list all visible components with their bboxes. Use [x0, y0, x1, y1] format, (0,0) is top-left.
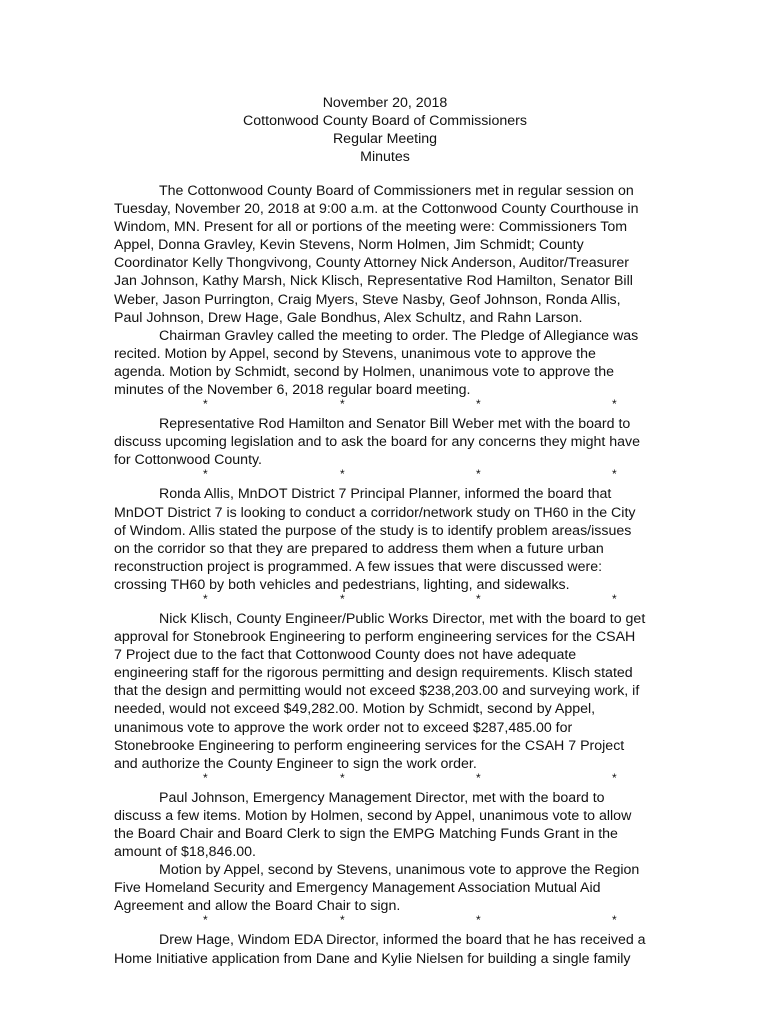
text-line: for Cottonwood County.	[114, 452, 262, 469]
text-line: agenda. Motion by Schmidt, second by Holmen, unanimous vote to approve the	[114, 363, 615, 380]
section-separator	[114, 914, 689, 927]
text-line: Paul Johnson, Emergency Management Director, met with the board to	[159, 789, 605, 806]
text-line: Five Homeland Security and Emergency Management Association Mutual Aid	[114, 880, 601, 897]
text-line: 7 Project due to the fact that Cottonwood County does not have adequate	[114, 647, 577, 664]
text-line: amount of $18,846.00.	[114, 844, 256, 861]
separator-star: *	[340, 591, 345, 606]
text-line: Paul Johnson, Drew Hage, Gale Bondhus, Alex Schultz, and Rahn Larson.	[114, 309, 583, 326]
minutes-header	[0, 94, 770, 166]
text-line: approval for Stonebrook Engineering to perform engineering services for the CSAH	[114, 629, 636, 646]
text-line: MnDOT District 7 is looking to conduct a corridor/network study on TH60 in the City	[114, 504, 636, 521]
separator-star: *	[203, 591, 208, 606]
separator-star: *	[612, 913, 617, 928]
separator-star: *	[203, 467, 208, 482]
separator-star: *	[476, 467, 481, 482]
separator-star: *	[203, 397, 208, 412]
section-separator	[114, 593, 689, 606]
separator-star: *	[476, 913, 481, 928]
text-line: of Windom. Allis stated the purpose of the study is to identify problem areas/issues	[114, 522, 632, 539]
separator-star: *	[340, 913, 345, 928]
text-line: Nick Klisch, County Engineer/Public Works Director, met with the board to get	[159, 610, 646, 627]
paragraph-eda	[114, 931, 689, 967]
separator-star: *	[340, 467, 345, 482]
section-separator	[114, 772, 689, 785]
text-line: Drew Hage, Windom EDA Director, informed the board that he has received a	[159, 932, 646, 949]
text-line: on the corridor so that they are prepared to address them when a future urban	[114, 540, 604, 557]
meeting-date: November 20, 2018	[322, 95, 448, 111]
paragraph-mndot	[114, 485, 689, 594]
separator-star: *	[340, 397, 345, 412]
text-line: Coordinator Kelly Thongvivong, County Attorney Nick Anderson, Auditor/Treasurer	[114, 255, 629, 272]
text-line: Weber, Jason Purrington, Craig Myers, Steve Nasby, Geof Johnson, Ronda Allis,	[114, 291, 621, 308]
document-type: Minutes	[360, 149, 410, 165]
text-line: discuss upcoming legislation and to ask the board for any concerns they might have	[114, 434, 641, 451]
text-line: Ronda Allis, MnDOT District 7 Principal Planner, informed the board that	[159, 486, 612, 503]
text-line: and authorize the County Engineer to sign the work order.	[114, 755, 477, 772]
paragraph-engineering	[114, 610, 689, 773]
separator-star: *	[476, 397, 481, 412]
paragraph-call-to-order	[114, 327, 689, 399]
text-line: Appel, Donna Gravley, Kevin Stevens, Norm Holmen, Jim Schmidt; County	[114, 237, 584, 254]
paragraph-attendance	[114, 182, 689, 327]
text-line: Chairman Gravley called the meeting to order. The Pledge of Allegiance was	[159, 327, 639, 344]
text-line: discuss a few items. Motion by Holmen, second by Appel, unanimous vote to allow	[114, 807, 632, 824]
text-line: engineering staff for the rigorous permitting and design requirements. Klisch stated	[114, 665, 633, 682]
separator-star: *	[476, 591, 481, 606]
separator-star: *	[612, 591, 617, 606]
meeting-type: Regular Meeting	[332, 131, 438, 147]
text-line: recited. Motion by Appel, second by Stevens, unanimous vote to approve the	[114, 345, 596, 362]
separator-star: *	[612, 467, 617, 482]
board-name: Cottonwood County Board of Commissioners	[243, 113, 527, 129]
section-separator	[114, 398, 689, 411]
text-line: unanimous vote to approve the work order not to exceed $287,485.00 for	[114, 719, 573, 736]
text-line: Windom, MN. Present for all or portions of the meeting were: Commissioners Tom	[114, 219, 628, 236]
text-line: Home Initiative application from Dane and Kylie Nielsen for building a single family	[114, 950, 631, 967]
text-line: Agreement and allow the Board Chair to sign.	[114, 898, 401, 915]
paragraph-mutual-aid	[114, 861, 689, 915]
text-line: Representative Rod Hamilton and Senator Bill Weber met with the board to	[159, 416, 631, 433]
separator-star: *	[612, 770, 617, 785]
separator-star: *	[203, 913, 208, 928]
text-line: Motion by Appel, second by Stevens, unanimous vote to approve the Region	[159, 862, 640, 879]
text-line: reconstruction project is programmed. A few issues that were discussed were:	[114, 558, 603, 575]
paragraph-legislators	[114, 415, 689, 469]
paragraph-emergency-management	[114, 789, 689, 861]
separator-star: *	[476, 770, 481, 785]
text-line: Stonebrooke Engineering to perform engineering services for the CSAH 7 Project	[114, 737, 625, 754]
section-separator	[114, 468, 689, 481]
text-line: Tuesday, November 20, 2018 at 9:00 a.m. at the Cottonwood County Courthouse in	[114, 201, 639, 218]
text-line: needed, would not exceed $49,282.00. Motion by Schmidt, second by Appel,	[114, 701, 596, 718]
text-line: crossing TH60 by both vehicles and pedestrians, lighting, and sidewalks.	[114, 576, 570, 593]
separator-star: *	[203, 770, 208, 785]
text-line: Jan Johnson, Kathy Marsh, Nick Klisch, Representative Rod Hamilton, Senator Bill	[114, 273, 633, 290]
separator-star: *	[612, 397, 617, 412]
separator-star: *	[340, 770, 345, 785]
minutes-body	[114, 182, 689, 968]
text-line: The Cottonwood County Board of Commissioners met in regular session on	[159, 183, 634, 199]
text-line: that the design and permitting would not exceed $238,203.00 and surveying work, if	[114, 683, 640, 700]
text-line: minutes of the November 6, 2018 regular board meeting.	[114, 382, 471, 399]
text-line: the Board Chair and Board Clerk to sign the EMPG Matching Funds Grant in the	[114, 826, 618, 842]
